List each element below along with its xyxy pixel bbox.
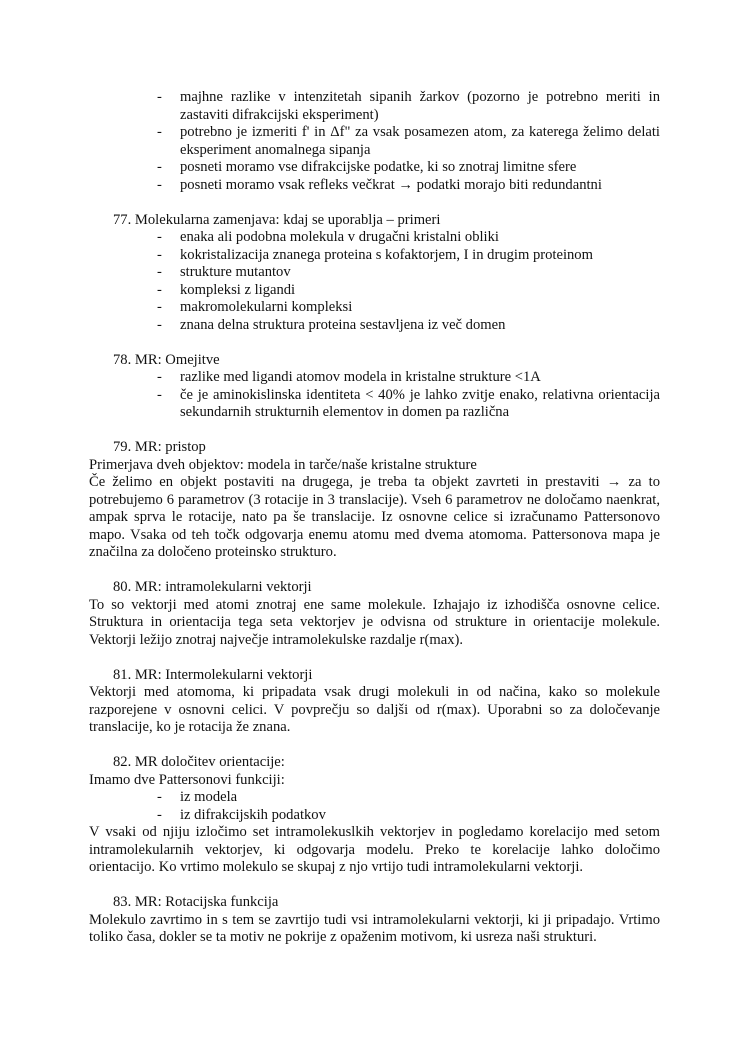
dash-bullet: - <box>157 369 162 385</box>
dash-bullet: - <box>157 281 162 298</box>
list-item: - majhne razlike v intenzitetah sipanih žarkov (pozorno je potrebno meriti in zastaviti difrakcijski eksperiment) <box>157 89 660 123</box>
dash-bullet: - <box>157 264 162 280</box>
list-item: - iz modela <box>157 789 238 805</box>
section-heading: 80. MR: intramolekularni vektorji <box>113 579 312 595</box>
section-intro-line: Primerjava dveh objektov: modela in tarče/naše kristalne strukture <box>89 456 477 473</box>
section-paragraph: Vektorji med atomoma, ki pripadata vsak drugi molekuli in od načina, kako so molekule razporejene v osnovni celici. V povprečju so daljši od r(max). Uporabni so za določevanje translacije, ko je rotacija že znana. <box>89 684 660 735</box>
dash-bullet: - <box>157 299 162 315</box>
section-heading: 78. MR: Omejitve <box>113 351 220 368</box>
list-item: - če je aminokislinska identiteta < 40% je lahko zvitje enako, relativna orientacija sekundarnih strukturnih elementov in domen pa različna <box>157 386 660 420</box>
section-83 <box>89 894 660 947</box>
dash-bullet: - <box>157 386 162 403</box>
section-77 <box>89 212 660 335</box>
section-heading: 79. MR: pristop <box>113 439 206 455</box>
dash-bullet: - <box>157 159 162 175</box>
document-page <box>89 89 660 947</box>
section-81 <box>89 667 660 737</box>
section-82 <box>89 754 660 877</box>
list-item: - makromolekularni kompleksi <box>157 299 353 315</box>
section-paragraph: V vsaki od njiju izločimo set intramolekuslkih vektorjev in pogledamo korelacijo med setom intramolekularnih vektorjev, ki odgovarja modelu. Preko te korelacije lahko določimo orientacijo. Ko vrtimo molekulo se skupaj z njo vrtijo tudi intramolekularni vektorji. <box>89 824 660 875</box>
section-78 <box>89 352 660 422</box>
section-79 <box>89 439 660 562</box>
list-item: - kokristalizacija znanega proteina s kofaktorjem, I in drugim proteinom <box>157 246 593 263</box>
list-item: - kompleksi z ligandi <box>157 281 296 298</box>
section-paragraph: Če želimo en objekt postaviti na drugega, je treba ta objekt zavrteti in prestaviti → za to potrebujemo 6 parametrov (3 rotacije in 3 translacije). Vseh 6 parametrov ne določamo naenkrat, ampak sprva le rotacije, nato pa še translacije. Iz osnovne celice si izračunamo Pattersonovo mapo. Vsaka od teh točk odgovarja enemu atomu med dvema atomoma. Pattersonova mapa je značilna za določeno proteinsko strukturo. <box>89 474 660 560</box>
section-heading: 82. MR določitev orientacije: <box>113 754 285 770</box>
list-item: - potrebno je izmeriti f' in Δf" za vsak posamezen atom, za katerega želimo delati eksperiment anomalnega sipanja <box>157 124 660 158</box>
bullet-list <box>89 789 660 824</box>
dash-bullet: - <box>157 229 162 245</box>
dash-bullet: - <box>157 316 162 333</box>
intro-bullet-list <box>89 89 660 194</box>
dash-bullet: - <box>157 246 162 263</box>
list-item: - posneti moramo vsak refleks večkrat → podatki morajo biti redundantni <box>157 176 602 193</box>
section-heading: 83. MR: Rotacijska funkcija <box>113 894 279 910</box>
section-heading: 81. MR: Intermolekularni vektorji <box>113 666 313 683</box>
dash-bullet: - <box>157 176 162 193</box>
list-item: - razlike med ligandi atomov modela in kristalne strukture <1A <box>157 369 541 385</box>
dash-bullet: - <box>157 806 162 823</box>
bullet-list <box>89 369 660 422</box>
list-item: - enaka ali podobna molekula v drugačni kristalni obliki <box>157 229 499 245</box>
dash-bullet: - <box>157 789 162 805</box>
dash-bullet: - <box>157 124 162 140</box>
section-paragraph: Molekulo zavrtimo in s tem se zavrtijo tudi vsi intramolekularni vektorji, ki ji pripadajo. Vrtimo toliko časa, dokler se ta motiv ne pokrije z opaženim motivom, ki usreza naši strukturi. <box>89 911 660 945</box>
section-paragraph: To so vektorji med atomi znotraj ene same molekule. Izhajajo iz izhodišča osnovne celice. Struktura in orientacija tega seta vektorjev je odvisna od strukture in orientacije molekule. Vektorji ležijo znotraj največje intramolekulske razdalje r(max). <box>89 596 660 648</box>
dash-bullet: - <box>157 89 162 105</box>
section-heading: 77. Molekularna zamenjava: kdaj se uporablja – primeri <box>113 211 441 228</box>
section-intro-line: Imamo dve Pattersonovi funkciji: <box>89 771 285 788</box>
list-item: - znana delna struktura proteina sestavljena iz več domen <box>157 316 506 333</box>
section-80 <box>89 579 660 649</box>
list-item: - iz difrakcijskih podatkov <box>157 806 326 823</box>
bullet-list <box>89 229 660 334</box>
list-item: - strukture mutantov <box>157 264 291 280</box>
list-item: - posneti moramo vse difrakcijske podatke, ki so znotraj limitne sfere <box>157 159 577 175</box>
